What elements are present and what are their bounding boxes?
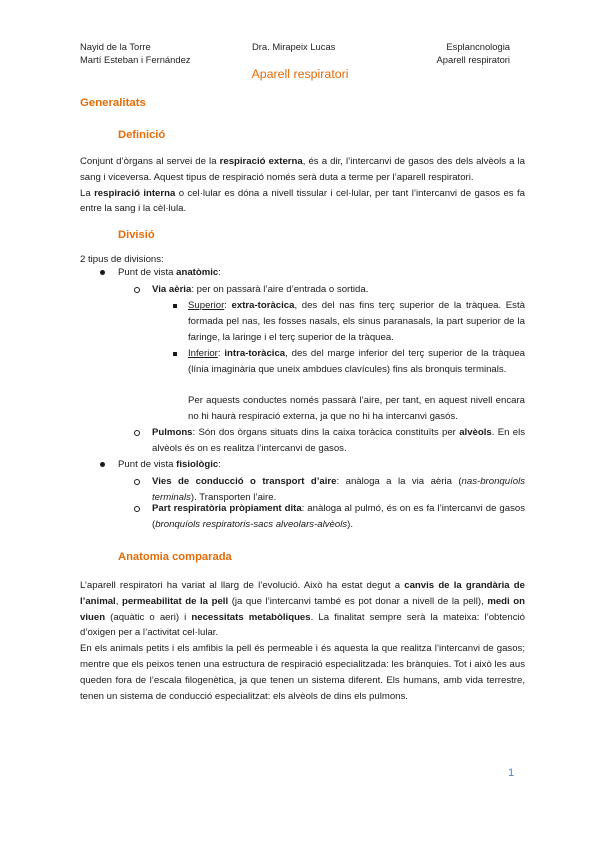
anatomia-paragraph-2: En els animals petits i els amfibis la pell és permeable i és aquesta la que realitza l’intercanvi de gasos; mentre que els peixos tenen una estructura de respiració especialitzada: les brànquies. Tot i això les aus queden fora de l’escala filogenètica, ja que tenen un sistema diferent. Els humans, amb vida terrestre, tenen un sistema de conducció especialitzat: els alvèols de dins els pulmons. [80,643,525,702]
circle-bullet-icon [134,506,140,512]
list-item-vies-conduccio: Vies de conducció o transport d’aire: anàloga a la via aèria (nas-bronquíols terminals). Transporten l’aire. [152,476,526,503]
header-topic: Aparell respiratori [436,54,510,65]
square-bullet-icon [173,304,177,308]
circle-bullet-icon [134,287,140,293]
anatomia-paragraph-1: L’aparell respiratori ha variat al llarg de l’evolució. Això ha estat degut a canvis de la grandària de l’animal, permeabilitat de la pell (ja que l’intercanvi també es pot donar a nivell de la pell), medi on viuen (aquàtic o aeri) i necessitats metabòliques. La finalitat sempre serà la mateixa: l’obtenció d’oxigen per a l’activitat cel·lular. [80,580,525,639]
bullet-icon [100,270,105,275]
list-item-anatomic: Punt de vista anatòmic: [118,267,221,278]
heading-anatomia-comparada: Anatomia comparada [118,551,232,563]
header-subject: Esplancnologia [446,41,510,52]
anatomia-comparada-text [80,578,525,704]
bullet-icon [100,462,105,467]
definicio-text [80,154,525,217]
definicio-paragraph-1: Conjunt d’òrgans al servei de la respiració externa, és a dir, l’intercanvi de gasos des dels alvèols a la sang i viceversa. Aquest tipus de respiració només serà duta a terme per l’aparell respiratori. [80,156,525,183]
circle-bullet-icon [134,430,140,436]
header-author-2: Martí Esteban i Fernández [80,54,191,65]
page-number: 1 [508,767,515,779]
document-title: Aparell respiratori [251,67,349,81]
inferior-note: Per aquests conductes només passarà l’aire, per tant, en aquest nivell encara no hi haurà respiració externa, ja que no hi ha intercanvi gasós. [188,395,525,422]
list-item-pulmons: Pulmons: Són dos òrgans situats dins la caixa toràcica constituïts per alvèols. En els alvèols és on es realitza l’intercanvi de gasos. [152,427,525,454]
list-item-superior: Superior: extra-toràcica, des del nas fins terç superior de la tràquea. Està formada pel nas, les fosses nasals, els sinus paranasals, la part superior de la faringe, la laringe i el terç superior de la tràquea. [188,300,525,343]
heading-divisio: Divisió [118,229,155,241]
list-item-fisiologic: Punt de vista fisiològic: [118,459,221,470]
heading-generalitats: Generalitats [80,97,146,109]
heading-definicio: Definició [118,129,166,141]
list-item-via-aeria: Via aèria: per on passarà l’aire d’entrada o sortida. [152,284,369,295]
header-professor: Dra. Mirapeix Lucas [252,41,336,52]
list-item-part-respiratoria: Part respiratòria pròpiament dita: anàloga al pulmó, és on es fa l’intercanvi de gasos (bronquíols respiratoris-sacs alveolars-alvèols). [152,503,525,530]
header-author-1: Nayid de la Torre [80,41,151,52]
divisio-intro: 2 tipus de divisions: [80,254,164,265]
definicio-paragraph-2: La respiració interna o cel·lular es dóna a nivell tissular i cel·lular, per tant l’intercanvi de gasos es fa entre la sang i la cèl·lula. [80,187,525,215]
list-item-inferior: Inferior: intra-toràcica, des del marge inferior del terç superior de la tràquea (línia imaginària que uneix ambdues clavícules) fins als bronquis terminals. [188,348,525,375]
square-bullet-icon [173,352,177,356]
circle-bullet-icon [134,479,140,485]
